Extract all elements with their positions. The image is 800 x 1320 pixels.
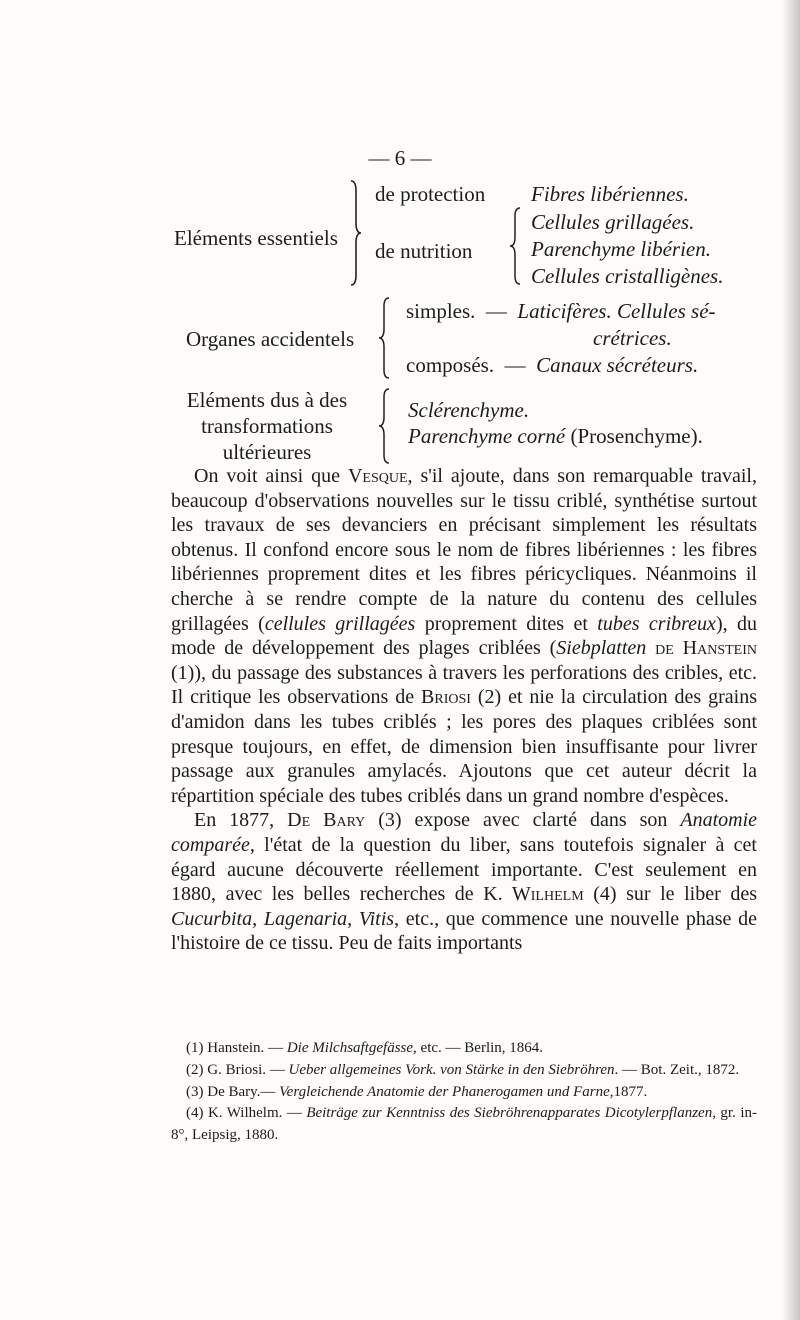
footnote-1: (1) Hanstein. — Die Milchsaftgefässe, etc. — Berlin, 1864. [186,1040,544,1056]
page-number: — 6 — [368,146,432,170]
item-laticiferes: Laticifères. Cellules sé- [517,299,716,323]
label-elements-ulterieures: Eléments dus à des transformations ultérieures [186,388,348,464]
author-briosi: Briosi [421,686,471,709]
item-sclerenchyme: Sclérenchyme. [408,398,530,422]
author-wilhelm: K. Wilhelm [483,883,584,906]
author-vesque: Vesque [347,465,408,487]
item-canaux-secreteurs: Canaux sécréteurs. [536,353,699,377]
paragraph-1: On voit ainsi que Vesque, s'il ajoute, dans son remarquable travail, beaucoup d'observations nouvelles sur le tissu criblé, synthétise surtout les travaux de ses devanciers en précisant simplement les résultats obtenus. Il confond encore sous le nom de fibres libériennes : les fibres libériennes proprement dites et les fibres péricycliques. Néanmoins il cherche à se rendre compte de la nature du contenu des cellules grillagées (cellules grillagées proprement dites et tubes cribreux), du mode de développement des plages criblées (Siebplatten de Hanstein (1)), du passage des substances à travers les perforations des cribles, etc. Il critique les observations de Briosi (2) et nie la circulation des grains d'amidon dans les tubes criblés ; les pores des plaques criblées sont presque toujours, en effet, de dimension bien insuffisante pour livrer passage aux granules amylacés. Ajoutons que cet auteur décrit la répartition spéciale des tubes criblés dans un grand nombre d'espèces. [171,465,757,807]
author-de-bary: De Bary [287,809,366,832]
item-fibres-liberiennes: Fibres libériennes. [531,182,689,206]
page-edge-shadow [782,0,800,1320]
brace-accidentels [378,296,392,380]
item-cellules-cristalligenes: Cellules cristalligènes. [531,264,724,288]
footnote-3: (3) De Bary.— Vergleichende Anatomie der Phanerogamen und Farne,1877. [186,1083,648,1100]
author-hanstein: de Hanstein [655,637,757,660]
label-composes: composés. — Canaux sécréteurs. [406,353,699,377]
item-cretrices: crétrices. [593,326,672,350]
body-text [171,464,757,956]
brace-essentiels [348,179,362,287]
footnote-2: (2) G. Briosi. — Ueber allgemeines Vork. von Stärke in den Siebröhren. — Bot. Zeit., 1872. [186,1061,740,1078]
footnotes [171,1038,757,1147]
paragraph-2: En 1877, De Bary (3) expose avec clarté dans son Anatomie comparée, l'état de la question du liber, sans toutefois signaler à cet égard aucune découverte réellement importante. C'est seulement en 1880, avec les belles recherches de K. Wilhelm (4) sur le liber des Cucurbita, Lagenaria, Vitis, etc., que commence une nouvelle phase de l'histoire de ce tissu. Peu de faits importants [171,809,758,955]
label-de-protection: de protection [375,182,486,206]
brace-nutrition [509,206,523,286]
item-parenchyme-corne: Parenchyme corné (Prosenchyme). [408,424,703,448]
item-cellules-grillagees: Cellules grillagées. [531,210,695,234]
item-parenchyme-liberien: Parenchyme libérien. [531,237,711,261]
brace-ulterieures [378,387,392,465]
label-elements-essentiels: Eléments essentiels [174,226,338,250]
label-organes-accidentels: Organes accidentels [186,327,355,351]
label-de-nutrition: de nutrition [375,239,473,263]
footnote-4: (4) K. Wilhelm. — Beiträge zur Kenntniss des Siebröhrenapparates Dicotylerpflanzen, gr. in-8°, Leipsig, 1880. [171,1105,757,1144]
label-simples: simples. — Laticifères. Cellules sé- [406,299,716,323]
